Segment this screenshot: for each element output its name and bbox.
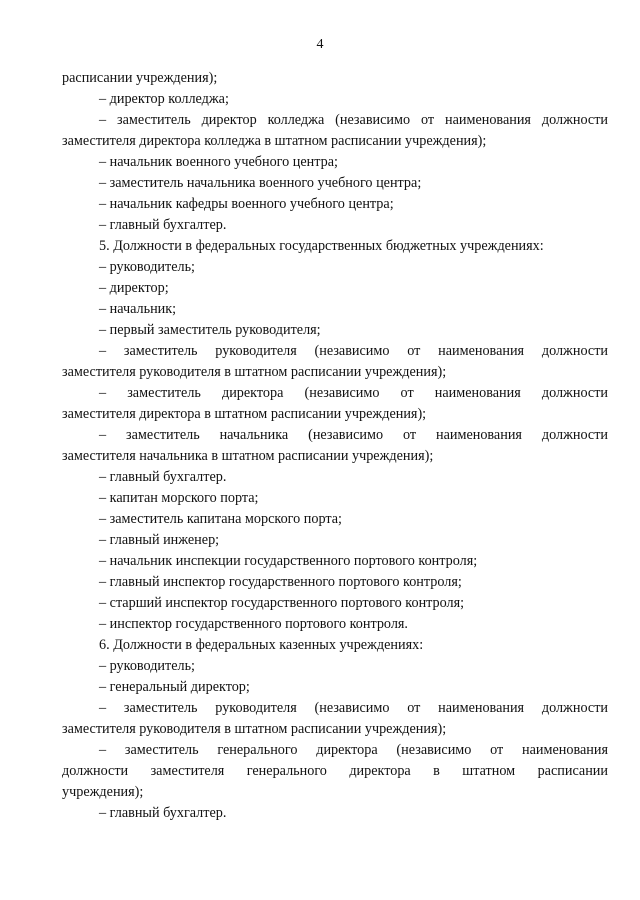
text-line: – начальник кафедры военного учебного центра; <box>99 196 394 212</box>
text-line: – заместитель руководителя (независимо от наименования должности <box>99 700 608 716</box>
text-line: учреждения); <box>62 784 144 800</box>
text-line: – руководитель; <box>99 259 195 275</box>
text-line: – начальник; <box>99 301 177 317</box>
text-line: 6. Должности в федеральных казенных учреждениях: <box>99 637 424 653</box>
text-line: – инспектор государственного портового контроля. <box>99 616 408 632</box>
text-line: – начальник военного учебного центра; <box>99 154 338 170</box>
text-line: – заместитель руководителя (независимо от наименования должности <box>99 343 608 359</box>
text-line: 5. Должности в федеральных государственных бюджетных учреждениях: <box>99 238 544 254</box>
page-number: 4 <box>316 37 324 52</box>
text-line: – директор; <box>99 280 169 296</box>
text-line: должности заместителя генерального директора в штатном расписании <box>62 763 608 779</box>
text-line: заместителя директора в штатном расписании учреждения); <box>62 406 427 422</box>
text-line: – главный бухгалтер. <box>99 805 227 821</box>
text-line: – заместитель директор колледжа (независимо от наименования должности <box>99 112 608 128</box>
text-line: – директор колледжа; <box>99 91 229 107</box>
text-line: – капитан морского порта; <box>99 490 259 506</box>
text-line: заместителя руководителя в штатном расписании учреждения); <box>62 364 447 380</box>
text-line: заместителя начальника в штатном расписании учреждения); <box>62 448 434 464</box>
text-line: – заместитель капитана морского порта; <box>99 511 342 527</box>
text-line: – руководитель; <box>99 658 195 674</box>
text-line: – заместитель начальника военного учебного центра; <box>99 175 422 191</box>
text-line: – заместитель начальника (независимо от наименования должности <box>99 427 608 443</box>
text-line: – главный инженер; <box>99 532 220 548</box>
text-line: – заместитель генерального директора (независимо от наименования <box>99 742 608 758</box>
text-line: – главный инспектор государственного портового контроля; <box>99 574 462 590</box>
text-line: расписании учреждения); <box>62 70 218 86</box>
text-line: – старший инспектор государственного портового контроля; <box>99 595 465 611</box>
document-body <box>62 68 608 824</box>
text-line: – первый заместитель руководителя; <box>99 322 321 338</box>
text-line: заместителя руководителя в штатном расписании учреждения); <box>62 721 447 737</box>
text-line: – начальник инспекции государственного портового контроля; <box>99 553 478 569</box>
text-line: – заместитель директора (независимо от наименования должности <box>99 385 608 401</box>
text-line: – генеральный директор; <box>99 679 250 695</box>
text-line: заместителя директора колледжа в штатном расписании учреждения); <box>62 133 487 149</box>
text-line: – главный бухгалтер. <box>99 469 227 485</box>
text-line: – главный бухгалтер. <box>99 217 227 233</box>
